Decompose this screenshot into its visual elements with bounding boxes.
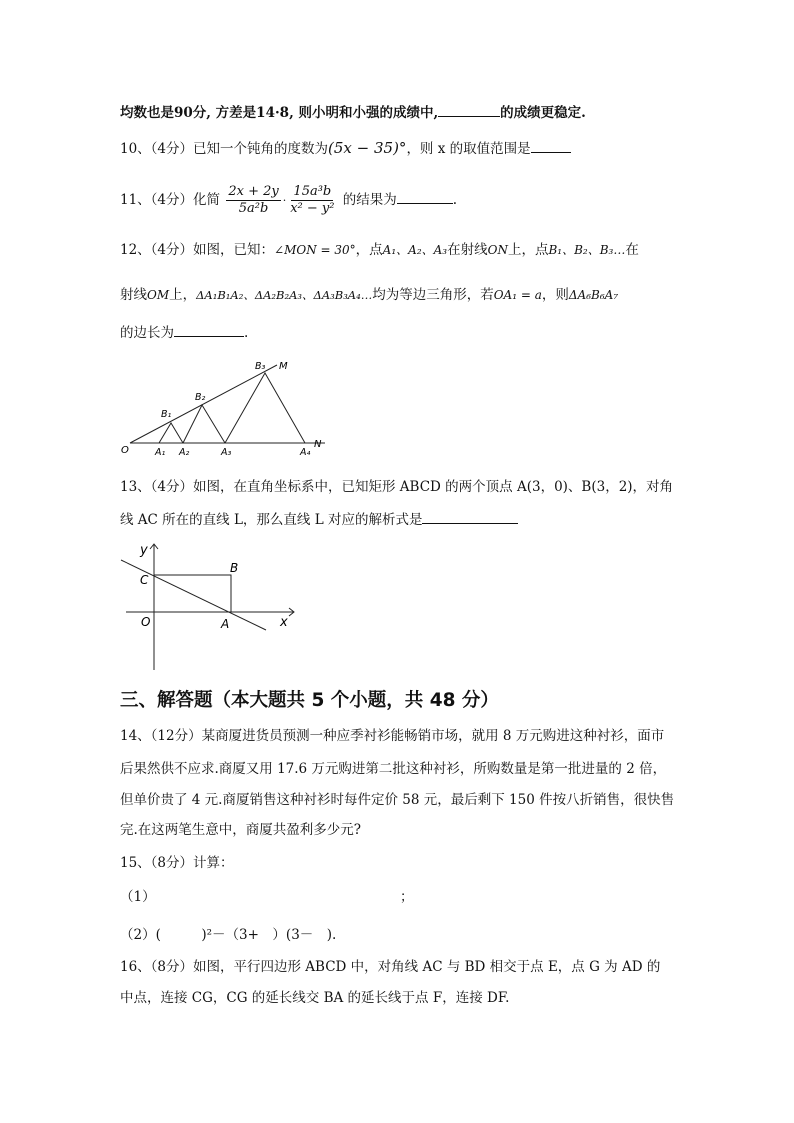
q13-answer-blank[interactable] — [422, 509, 518, 524]
question-14-line-3: 但单价贵了 4 元.商厦销售这种衬衫时每件定价 58 元，最后剩下 150 件按八折销售，很快售 — [120, 792, 675, 808]
rectangle-abcd — [154, 575, 231, 612]
question-13-line-2 — [120, 509, 518, 530]
label-b: B — [230, 561, 239, 575]
q11-answer-blank[interactable] — [397, 189, 453, 204]
q10-text: 10、（4分）已知一个钝角的度数为 — [120, 141, 329, 157]
q12-text-i: ，则 — [541, 287, 569, 303]
label-a4: A₄ — [300, 447, 311, 458]
question-12-line-1 — [120, 240, 639, 260]
question-10 — [120, 138, 571, 159]
q12-text-e: 在 — [625, 242, 639, 258]
q12-text-a: 12、（4分）如图，已知： — [120, 242, 275, 258]
q13-text-1: 13、（4分）如图，在直角坐标系中，已知矩形 ABCD 的两个顶点 A(3，0)、B(3，2)，对角 — [120, 479, 674, 495]
label-origin: O — [141, 615, 151, 629]
q11-fraction-1: $\frac{2x + 2y}{\text{5a²b}}$ — [228, 184, 279, 216]
prev-question-end: 的成绩更稳定. — [500, 105, 586, 121]
q12-points-a: A₁、A₂、A₃ — [382, 243, 448, 257]
q12-ray-on: ON — [487, 243, 508, 257]
question-11: 11、（4分）化简 $\frac{2x + 2y}{\text{5a²b}}$ · $\frac{\text{15a³b}}{\text{x² − y²}}$ 的结果为 . — [120, 184, 458, 216]
triangle-3 — [225, 373, 305, 443]
ray-om — [130, 365, 277, 443]
q12-answer-blank[interactable] — [174, 322, 244, 337]
q12-text-c: 在射线 — [447, 242, 488, 258]
label-a1: A₁ — [155, 447, 166, 458]
section-3-heading: 三、解答题（本大题共 5 个小题，共 48 分） — [120, 690, 499, 711]
q13-text-2: 线 AC 所在的直线 L，那么直线 L 对应的解析式是 — [120, 512, 423, 528]
question-13-line-1 — [120, 477, 673, 497]
question-16-line-2: 中点，连接 CG，CG 的延长线交 BA 的延长线于点 F，连接 DF. — [120, 990, 510, 1006]
q11-fraction-2: $\frac{\text{15a³b}}{\text{x² − y²}}$ — [290, 184, 335, 216]
q12-condition: OA₁ = a — [493, 288, 542, 302]
question-15-part-1-end: ； — [400, 889, 414, 905]
question-15-part-2: （2）( )²－（3+ ）(3－ ). — [120, 927, 337, 943]
label-b2: B₂ — [195, 392, 206, 403]
q12-text-b: ，点 — [355, 242, 383, 258]
q12-text-h: 均为等边三角形，若 — [372, 287, 494, 303]
question-14-line-1: 14、（12分）某商厦进货员预测一种应季衬衫能畅销市场，就用 8 万元购进这种衬衫，面市 — [120, 728, 665, 744]
q12-text-g: 上， — [169, 287, 197, 303]
question-16-line-1: 16、（8分）如图，平行四边形 ABCD 中，对角线 AC 与 BD 相交于点 E，点 G 为 AD 的 — [120, 959, 661, 975]
label-m: M — [279, 361, 288, 372]
label-a3: A₃ — [221, 447, 232, 458]
q11-text: 11、（4分）化简 — [120, 192, 221, 208]
q12-triangles: ΔA₁B₁A₂、ΔA₂B₂A₃、ΔA₃B₃A₄… — [196, 288, 373, 302]
q12-text-f: 射线 — [120, 287, 147, 303]
prev-question-text: 均数也是90分, 方差是14·8, 则小明和小强的成绩中, — [120, 105, 439, 121]
label-x: x — [280, 615, 288, 630]
question-12-line-2 — [120, 285, 618, 305]
q12-ray-om: OM — [147, 288, 170, 302]
question-15-line-1: 15、（8分）计算： — [120, 855, 234, 871]
q12-text-d: 上，点 — [507, 242, 549, 258]
q10-expression: (5x − 35)° — [328, 139, 407, 157]
question-12-line-3: 的边长为 . — [120, 322, 248, 343]
q10-answer-blank[interactable] — [531, 138, 571, 153]
q12-angle: ∠MON = 30° — [274, 243, 356, 257]
label-b3: B₃ — [255, 361, 266, 372]
label-y: y — [140, 543, 148, 558]
answer-blank[interactable] — [438, 102, 500, 117]
q13-figure — [118, 540, 303, 675]
q12-target-triangle: ΔA₆B₆A₇ — [568, 288, 619, 302]
label-a: A — [221, 617, 230, 631]
q12-text-j: 的边长为 — [120, 325, 174, 341]
label-o: O — [121, 445, 129, 456]
label-n: N — [314, 439, 322, 450]
label-c: C — [140, 573, 149, 587]
q11-rest: 的结果为 — [342, 192, 397, 208]
label-a2: A₂ — [179, 447, 190, 458]
q10-rest: ，则 x 的取值范围是 — [406, 141, 531, 157]
question-15-part-1 — [120, 887, 156, 907]
prev-question-line — [120, 102, 586, 123]
q12-figure — [115, 355, 335, 460]
question-14-line-2: 后果然供不应求.商厦又用 17.6 万元购进第二批这种衬衫，所购数量是第一批进量的 2 倍， — [120, 761, 667, 777]
question-14-line-4: 完.在这两笔生意中，商厦共盈利多少元? — [120, 822, 362, 838]
triangle-2 — [183, 405, 225, 443]
q15-part-1-label: （1） — [120, 889, 156, 905]
label-b1: B₁ — [161, 409, 172, 420]
q12-points-b: B₁、B₂、B₃… — [548, 243, 626, 257]
